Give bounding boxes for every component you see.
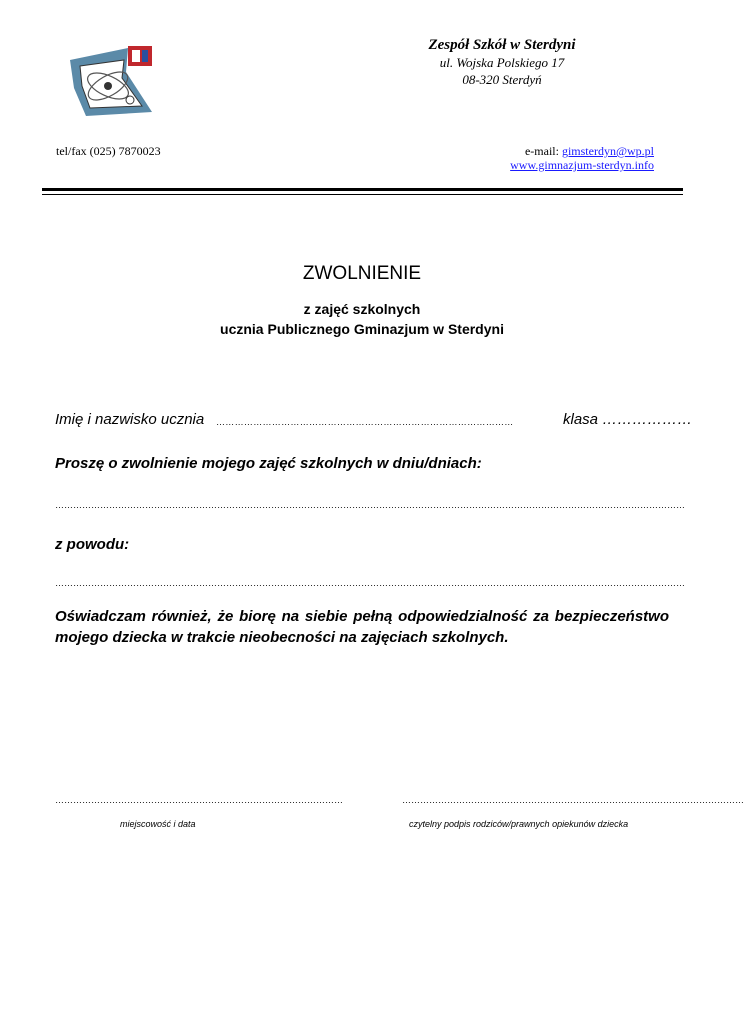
responsibility-statement: Oświadczam również, że biorę na siebie pełną odpowiedzialność za bezpieczeństwo mojego dziecka w trakcie nieobecności na zajęciach szkolnych.	[55, 608, 669, 646]
email-prefix: e-mail:	[524, 144, 562, 158]
document-subtitle-2: ucznia Publicznego Gminazjum w Sterdyni	[220, 321, 504, 337]
dates-field: …………………………………………………………………………………………………………………………………………………………………………………………	[55, 500, 685, 510]
dates-label: Proszę o zwolnienie mojego zajęć szkolnych w dniu/dniach:	[55, 455, 482, 472]
website-line	[510, 158, 654, 173]
school-logo	[66, 42, 158, 124]
student-name-label: Imię i nazwisko ucznia	[55, 411, 205, 428]
place-date-label: miejscowość i data	[120, 819, 196, 829]
header-rule-thick	[42, 188, 683, 191]
website-link[interactable]: www.gimnazjum-sterdyn.info	[510, 158, 654, 172]
email-link[interactable]: gimsterdyn@wp.pl	[561, 144, 654, 158]
school-logo-icon	[66, 42, 158, 124]
place-date-field: ……………………………………………………………………………………	[55, 795, 343, 805]
parent-signature-label: czytelny podpis rodziców/prawnych opiekunów dziecka	[409, 819, 629, 829]
school-street: ul. Wojska Polskiego 17	[439, 55, 565, 70]
header-rule-thin	[42, 194, 683, 195]
school-name: Zespół Szkół w Sterdyni	[428, 37, 576, 53]
student-name-field: ……………………………………………………………………………………	[216, 417, 514, 427]
telfax: tel/fax (025) 7870023	[56, 144, 161, 158]
reason-field: …………………………………………………………………………………………………………………………………………………………………………………………	[55, 578, 685, 588]
document-subtitle-1: z zajęć szkolnych	[303, 301, 421, 317]
school-city: 08-320 Sterdyń	[462, 72, 542, 87]
document-title: ZWOLNIENIE	[302, 263, 422, 284]
email-line	[525, 144, 654, 159]
reason-label: z powodu:	[55, 536, 130, 553]
parent-signature-field: ……………………………………………………………………………………………………	[402, 795, 744, 805]
class-field: klasa ………………	[563, 411, 693, 428]
